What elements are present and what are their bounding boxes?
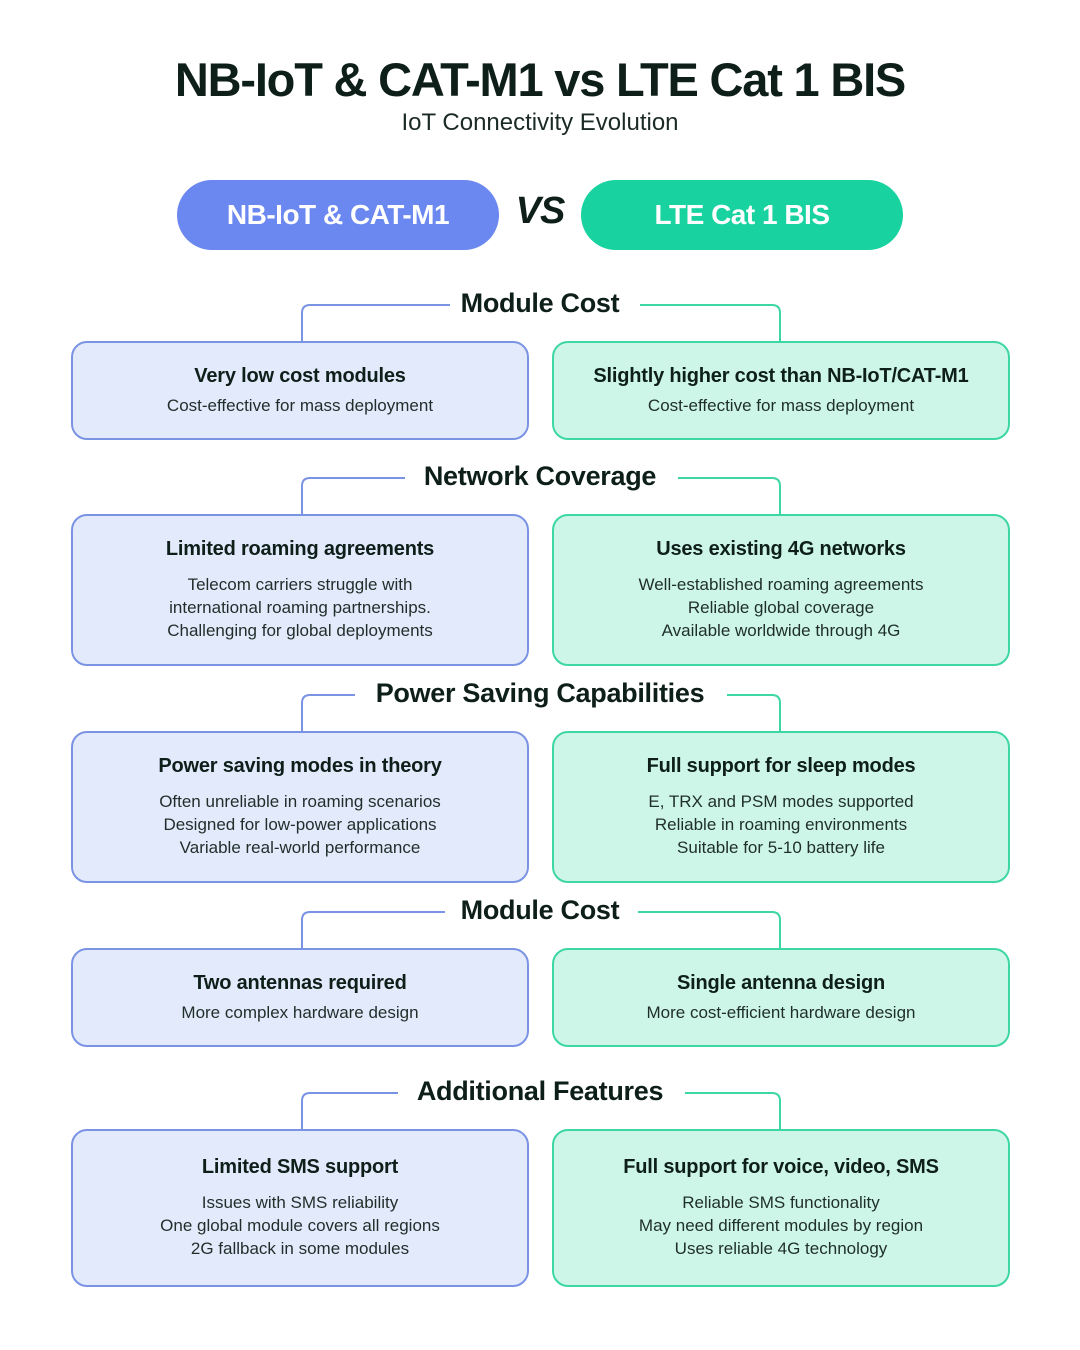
card-line: Designed for low-power applications	[163, 815, 437, 834]
card-heading: Very low cost modules	[194, 364, 406, 387]
card-line: 2G fallback in some modules	[190, 1239, 410, 1258]
card-line: Uses reliable 4G technology	[674, 1239, 888, 1258]
card-line: More cost-efficient hardware design	[646, 1002, 916, 1022]
card-line: Well-established roaming agreements	[638, 575, 924, 594]
card-heading: Power saving modes in theory	[158, 755, 442, 777]
lte-pill: LTE Cat 1 BIS	[581, 180, 903, 250]
card-heading: Limited roaming agreements	[165, 538, 435, 560]
card-heading: Full support for voice, video, SMS	[623, 1156, 939, 1178]
section-title-network-coverage: Network Coverage	[0, 461, 1080, 492]
card-heading: Two antennas required	[193, 971, 407, 994]
vs-label: VS	[515, 190, 565, 232]
card-nbiot-module-cost	[71, 341, 529, 440]
card-line: Available worldwide through 4G	[661, 621, 901, 640]
card-lte-power-saving	[552, 731, 1010, 883]
card-heading: Slightly higher cost than NB-IoT/CAT-M1	[593, 364, 969, 387]
card-line: Reliable in roaming environments	[654, 815, 908, 834]
card-lte-module-cost	[552, 341, 1010, 440]
section-title-additional-features: Additional Features	[0, 1076, 1080, 1107]
card-nbiot-additional	[71, 1129, 529, 1287]
page-title: NB-IoT & CAT-M1 vs LTE Cat 1 BIS	[174, 53, 906, 106]
card-line: Cost-effective for mass deployment	[647, 395, 915, 415]
card-line: Telecom carriers struggle with	[187, 575, 413, 594]
card-line: One global module covers all regions	[160, 1216, 440, 1235]
card-line: international roaming partnerships.	[169, 598, 431, 617]
section-title-power-saving: Power Saving Capabilities	[0, 678, 1080, 709]
card-line: Cost-effective for mass deployment	[166, 395, 434, 415]
card-lte-additional	[552, 1129, 1010, 1287]
card-line: E, TRX and PSM modes supported	[648, 792, 914, 811]
card-nbiot-network-coverage	[71, 514, 529, 666]
nbiot-pill: NB-IoT & CAT-M1	[177, 180, 499, 250]
section-title-module-cost-2: Module Cost	[0, 895, 1080, 926]
card-lte-antennas	[552, 948, 1010, 1047]
card-line: Reliable global coverage	[687, 598, 875, 617]
card-heading: Limited SMS support	[201, 1156, 399, 1178]
card-line: May need different modules by region	[638, 1216, 924, 1235]
card-heading: Full support for sleep modes	[646, 755, 916, 777]
card-nbiot-power-saving	[71, 731, 529, 883]
card-line: Often unreliable in roaming scenarios	[159, 792, 441, 811]
section-title-module-cost: Module Cost	[0, 288, 1080, 319]
card-line: Variable real-world performance	[179, 838, 421, 857]
card-line: Issues with SMS reliability	[201, 1193, 399, 1212]
page-subtitle: IoT Connectivity Evolution	[401, 109, 679, 136]
card-lte-network-coverage	[552, 514, 1010, 666]
card-line: More complex hardware design	[181, 1002, 419, 1022]
card-heading: Uses existing 4G networks	[656, 538, 906, 560]
card-line: Challenging for global deployments	[167, 621, 433, 640]
card-nbiot-antennas	[71, 948, 529, 1047]
card-line: Reliable SMS functionality	[682, 1193, 880, 1212]
card-heading: Single antenna design	[676, 971, 886, 994]
card-line: Suitable for 5-10 battery life	[677, 838, 885, 857]
